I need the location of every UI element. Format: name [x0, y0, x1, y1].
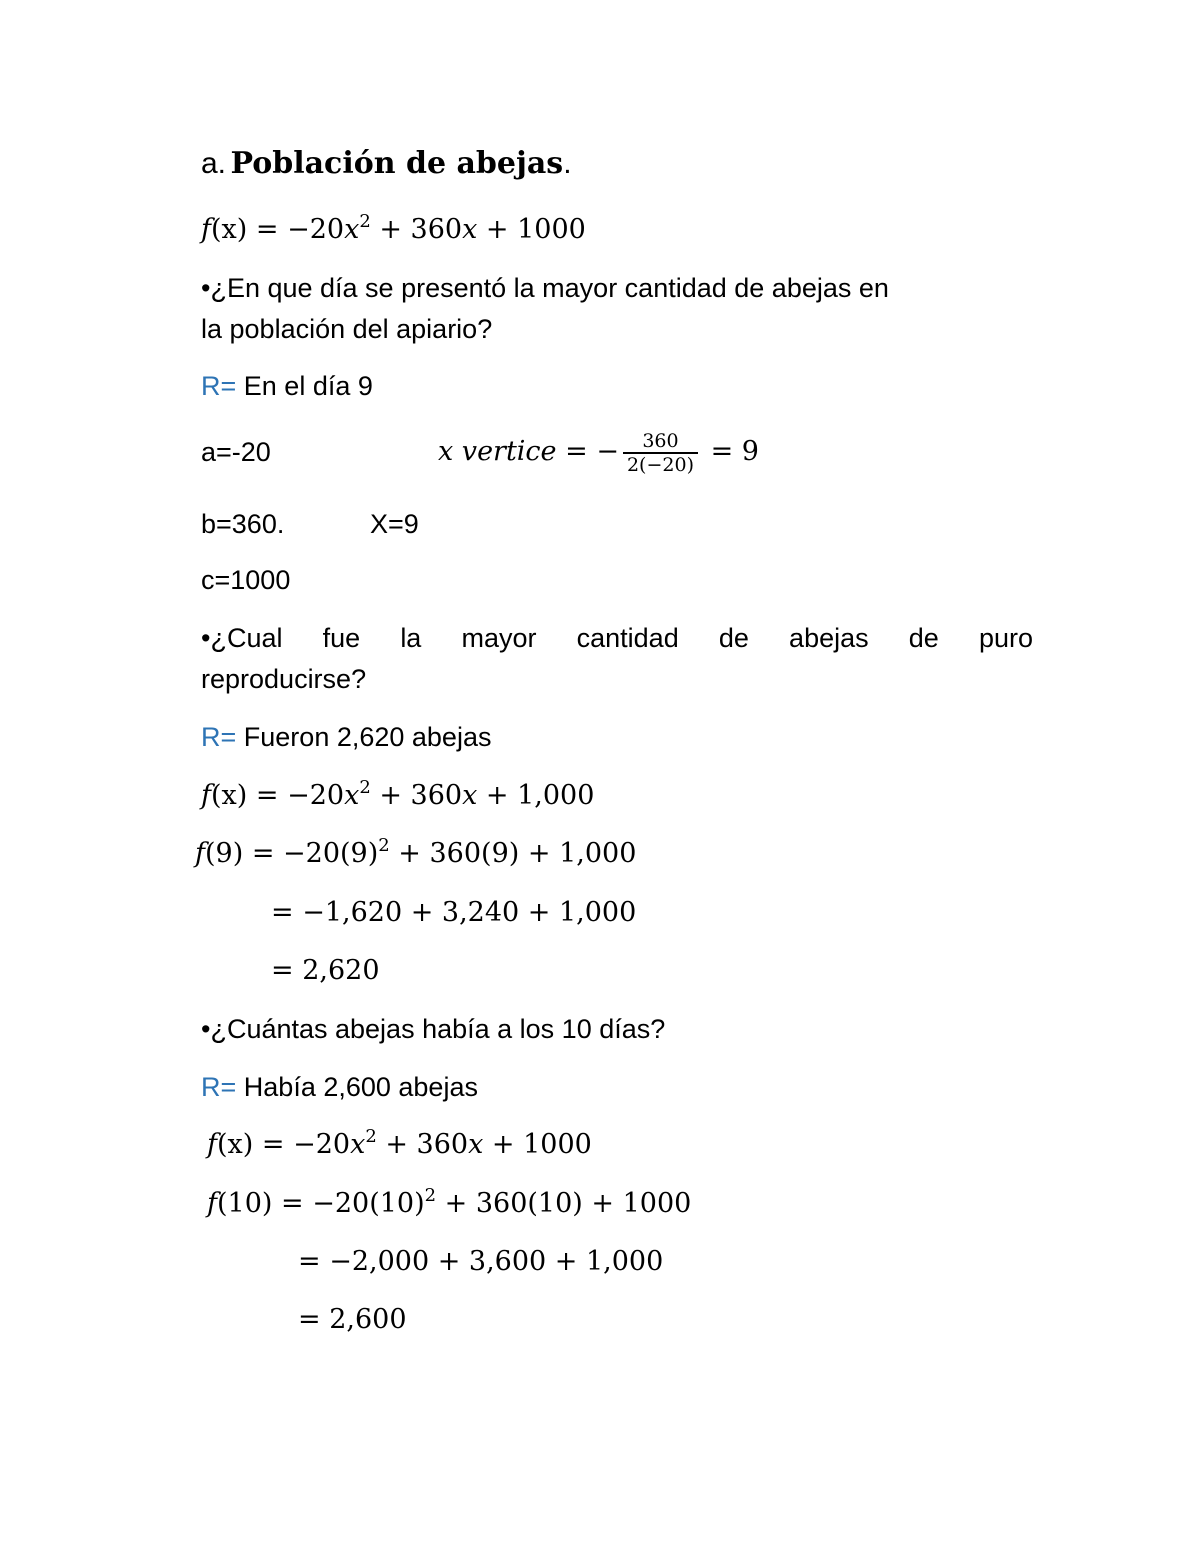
evaluation-f9-step: = −1,620 + 3,240 + 1,000: [271, 897, 637, 928]
answer-3-text: Había 2,600 abejas: [236, 1072, 478, 1102]
answer-1: [201, 370, 373, 402]
answer-3: [201, 1071, 478, 1103]
evaluation-f9: $f(9) = -20(9)^2 + 360(9) + 1,000$: [195, 835, 637, 869]
function-definition-3: $f(x) = -20x^2 + 360x + 1000$: [207, 1126, 592, 1160]
function-definition-1: $f(x) = -20x^2 + 360x + 1000$: [201, 211, 586, 245]
x-value: X=9: [370, 509, 419, 539]
answer-3-label: R=: [201, 1072, 237, 1102]
question-2-line-2: reproducirse?: [201, 664, 367, 694]
coefficient-a: a=-20: [201, 437, 271, 467]
answer-1-text: En el día 9: [236, 371, 373, 401]
answer-2-label: R=: [201, 722, 237, 752]
answer-2-text: Fueron 2,620 abejas: [236, 722, 492, 752]
function-definition-2: $f(x) = -20x^2 + 360x + 1,000$: [201, 777, 595, 811]
question-3: •¿Cuántas abejas había a los 10 días?: [201, 1014, 666, 1044]
question-1-line-1: •¿En que día se presentó la mayor cantidad de abejas en: [201, 273, 889, 303]
evaluation-f9-result: = 2,620: [271, 955, 380, 986]
evaluation-f10-result: = 2,600: [298, 1304, 407, 1335]
coefficient-b: b=360.: [201, 509, 285, 539]
vertex-formula: x vertice = − $\frac{360}{2(-20)}$ = 9: [438, 429, 759, 476]
section-heading: [201, 146, 572, 181]
heading-title: Población de abejas: [230, 146, 564, 181]
answer-2: [201, 721, 491, 753]
heading-letter: a.: [201, 147, 227, 180]
evaluation-f10: $f(10) = -20(10)^2 + 360(10) + 1000$: [207, 1185, 692, 1219]
heading-period: .: [563, 147, 572, 180]
coefficient-c: c=1000: [201, 565, 291, 595]
evaluation-f10-step: = −2,000 + 3,600 + 1,000: [298, 1246, 664, 1277]
answer-1-label: R=: [201, 371, 237, 401]
vertex-fraction: $\frac{360}{2(-20)}$: [623, 430, 698, 476]
question-1-line-2: la población del apiario?: [201, 314, 493, 344]
question-2-line-1: •¿Cual fue la mayor cantidad de abejas de puro: [201, 623, 1033, 653]
